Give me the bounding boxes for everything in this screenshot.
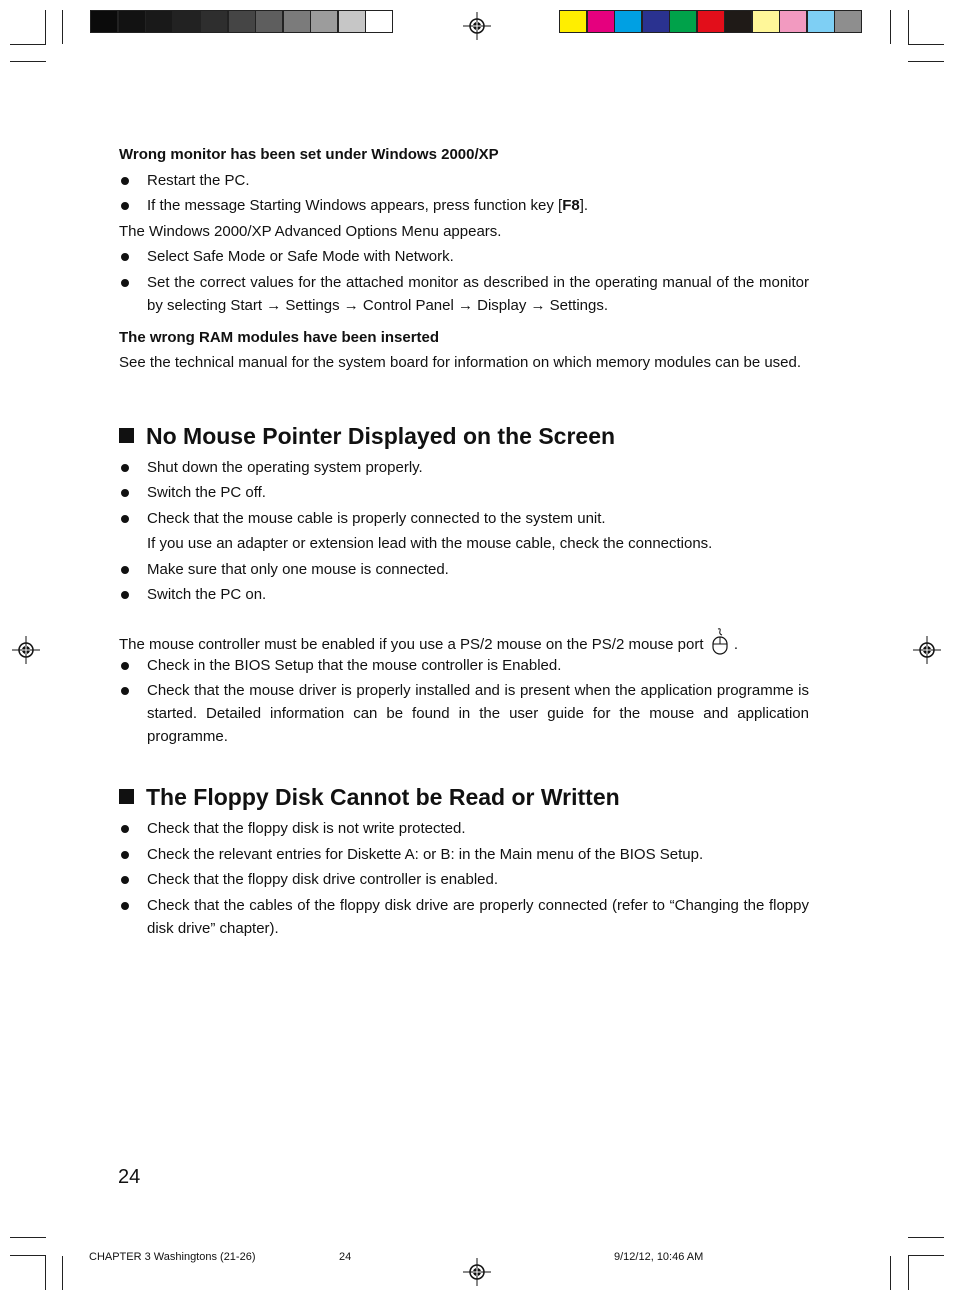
bullet-icon bbox=[121, 851, 129, 859]
bullet-icon bbox=[121, 876, 129, 884]
crop-mark bbox=[10, 44, 46, 45]
crop-mark bbox=[908, 44, 944, 45]
list-item: Restart the PC. bbox=[119, 169, 809, 192]
footer-filename: CHAPTER 3 Washingtons (21-26) bbox=[89, 1251, 256, 1263]
registration-target-icon bbox=[463, 12, 491, 40]
color-swatch bbox=[669, 10, 697, 33]
crop-mark bbox=[890, 1256, 891, 1290]
list-item: Select Safe Mode or Safe Mode with Network. bbox=[119, 245, 809, 268]
gray-swatch bbox=[283, 10, 311, 33]
bullet-icon bbox=[121, 202, 129, 210]
square-bullet-icon bbox=[119, 789, 134, 804]
paragraph: See the technical manual for the system board for information on which memory modules can be used. bbox=[119, 354, 802, 371]
subheading-wrong-monitor: Wrong monitor has been set under Windows 2000/XP bbox=[119, 146, 499, 163]
color-swatch bbox=[614, 10, 642, 33]
crop-mark bbox=[908, 1237, 944, 1238]
bullet-icon bbox=[121, 515, 129, 523]
footer-timestamp: 9/12/12, 10:46 AM bbox=[614, 1251, 704, 1263]
bullet-icon bbox=[121, 566, 129, 574]
list-item: Switch the PC on. bbox=[119, 583, 809, 606]
square-bullet-icon bbox=[119, 428, 134, 443]
list-item: Switch the PC off. bbox=[119, 481, 809, 504]
list-item: Check in the BIOS Setup that the mouse controller is Enabled. bbox=[119, 654, 809, 677]
list-item: Make sure that only one mouse is connected. bbox=[119, 558, 809, 581]
gray-swatch bbox=[338, 10, 366, 33]
crop-mark bbox=[45, 10, 46, 44]
bullet-icon bbox=[121, 464, 129, 472]
color-swatch bbox=[559, 10, 587, 33]
bullet-icon bbox=[121, 591, 129, 599]
color-swatch bbox=[752, 10, 780, 33]
list-item: Set the correct values for the attached monitor as described in the operating manual of the monitor by selecting Start → Settings → Control Panel → Display → Settings. bbox=[119, 271, 809, 317]
section-heading-no-mouse-pointer: No Mouse Pointer Displayed on the Screen bbox=[119, 421, 615, 451]
bullet-icon bbox=[121, 687, 129, 695]
crop-mark bbox=[908, 10, 909, 44]
list-item: Check that the floppy disk is not write protected. bbox=[119, 817, 809, 840]
gray-swatch bbox=[173, 10, 201, 33]
subheading-wrong-ram: The wrong RAM modules have been inserted bbox=[119, 329, 440, 346]
bullet-icon bbox=[121, 662, 129, 670]
registration-target-icon bbox=[12, 636, 40, 664]
list-item: If the message Starting Windows appears, press function key [F8]. bbox=[119, 194, 809, 217]
list-item: Check that the floppy disk drive controller is enabled. bbox=[119, 868, 809, 891]
crop-mark bbox=[45, 1256, 46, 1290]
crop-mark bbox=[10, 61, 46, 62]
bullet-icon bbox=[121, 279, 129, 287]
crop-mark bbox=[62, 10, 63, 44]
section-heading-floppy-disk: The Floppy Disk Cannot be Read or Written bbox=[119, 782, 620, 812]
bullet-icon bbox=[121, 489, 129, 497]
crop-mark bbox=[10, 1237, 46, 1238]
mouse-port-icon bbox=[710, 627, 730, 655]
gray-swatch bbox=[90, 10, 118, 33]
crop-mark bbox=[890, 10, 891, 44]
gray-swatch bbox=[145, 10, 173, 33]
gray-swatch bbox=[118, 10, 146, 33]
color-swatch bbox=[697, 10, 725, 33]
footer-page: 24 bbox=[339, 1251, 352, 1263]
bullet-icon bbox=[121, 253, 129, 261]
list-item-continuation: If you use an adapter or extension lead with the mouse cable, check the connections. bbox=[147, 535, 713, 552]
color-swatch bbox=[587, 10, 615, 33]
list-item: Shut down the operating system properly. bbox=[119, 456, 809, 479]
registration-target-icon bbox=[463, 1258, 491, 1286]
color-swatch bbox=[779, 10, 807, 33]
bullet-icon bbox=[121, 825, 129, 833]
function-key-f8: F8 bbox=[562, 197, 580, 214]
color-swatch bbox=[642, 10, 670, 33]
list-item: Check the relevant entries for Diskette A: or B: in the Main menu of the BIOS Setup. bbox=[119, 843, 809, 866]
gray-swatch bbox=[200, 10, 228, 33]
gray-swatch bbox=[255, 10, 283, 33]
gray-swatch bbox=[365, 10, 393, 33]
color-swatch bbox=[724, 10, 752, 33]
color-swatch bbox=[807, 10, 835, 33]
crop-mark bbox=[908, 61, 944, 62]
registration-target-icon bbox=[913, 636, 941, 664]
list-item: Check that the mouse cable is properly connected to the system unit. bbox=[119, 507, 809, 530]
color-swatch bbox=[834, 10, 862, 33]
list-item: Check that the cables of the floppy disk drive are properly connected (refer to “Changing the floppy disk drive” chapter). bbox=[119, 894, 809, 940]
list-item: Check that the mouse driver is properly installed and is present when the application programme is started. Detailed information can be found in the user guide for the mouse and application programme. bbox=[119, 679, 809, 748]
paragraph: The Windows 2000/XP Advanced Options Menu appears. bbox=[119, 223, 502, 240]
crop-mark bbox=[908, 1255, 944, 1256]
gray-swatch bbox=[228, 10, 256, 33]
page-number: 24 bbox=[118, 1166, 141, 1188]
paragraph-mouse-port: The mouse controller must be enabled if you use a PS/2 mouse on the PS/2 mouse port . bbox=[119, 627, 809, 656]
crop-mark bbox=[10, 1255, 46, 1256]
crop-mark bbox=[908, 1256, 909, 1290]
bullet-icon bbox=[121, 177, 129, 185]
crop-mark bbox=[62, 1256, 63, 1290]
gray-swatch bbox=[310, 10, 338, 33]
bullet-icon bbox=[121, 902, 129, 910]
